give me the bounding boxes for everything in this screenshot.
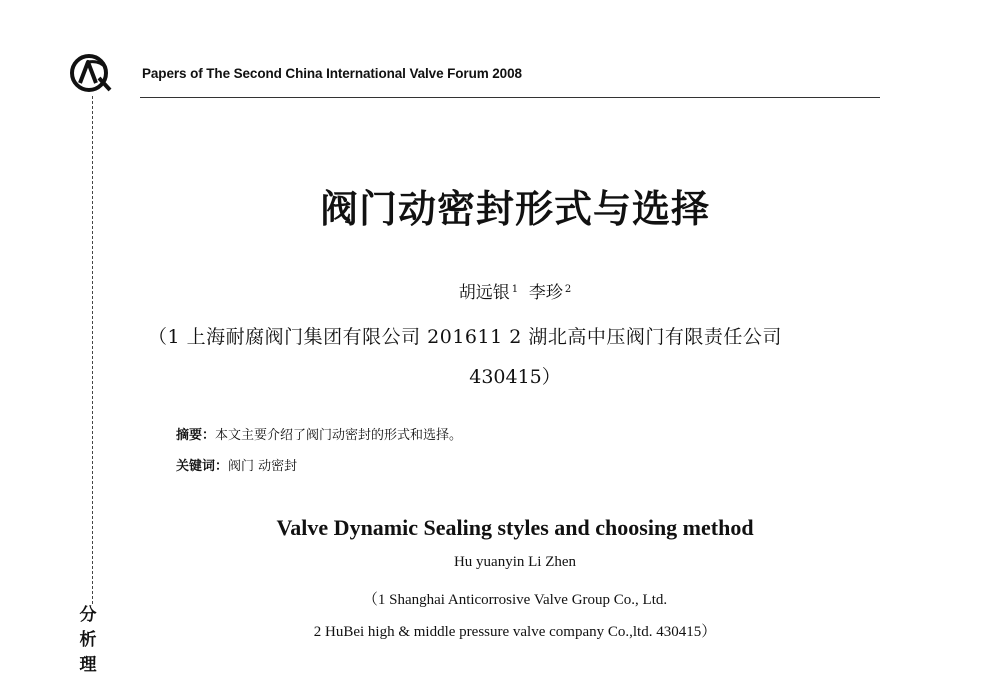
running-header: Papers of The Second China International Valve Forum 2008 [142,66,522,81]
affiliation-zh-line1: （1 上海耐腐阀门集团有限公司 201611 2 湖北高中压阀门有限责任公司 [148,326,782,348]
author-1-affil-ref: 1 [511,284,519,295]
authors-zh [0,278,1000,303]
keywords [176,455,297,474]
side-char: 分 [79,605,97,625]
keywords-label: 关键词： [176,459,229,474]
affiliation-zh-line2: 430415） [469,366,561,388]
authors-en: Hu yuanyin Li Zhen [453,554,577,570]
affiliation-en-line1: （1 Shanghai Anticorrosive Valve Group Co., Ltd. [362,592,668,608]
abstract [176,424,462,443]
author-2-affil-ref: 2 [564,284,572,295]
valve-forum-logo-icon [66,52,116,94]
author-2: 李珍 [528,283,563,303]
side-char: 理 [79,655,97,675]
paper-title-zh: 阀门动密封形式与选择 [319,187,710,231]
abstract-label: 摘要： [176,428,216,443]
affiliation-en-line2: 2 HuBei high & middle pressure valve company Co.,ltd. 430415） [313,624,717,640]
abstract-text: 本文主要介绍了阀门动密封的形式和选择。 [215,428,463,443]
paper-title-en: Valve Dynamic Sealing styles and choosing method [276,515,754,540]
keywords-text: 阀门 动密封 [228,459,298,474]
header-rule [140,97,880,98]
author-1: 胡远银 [458,283,510,303]
side-char: 析 [79,630,97,650]
side-section-label [76,603,100,678]
